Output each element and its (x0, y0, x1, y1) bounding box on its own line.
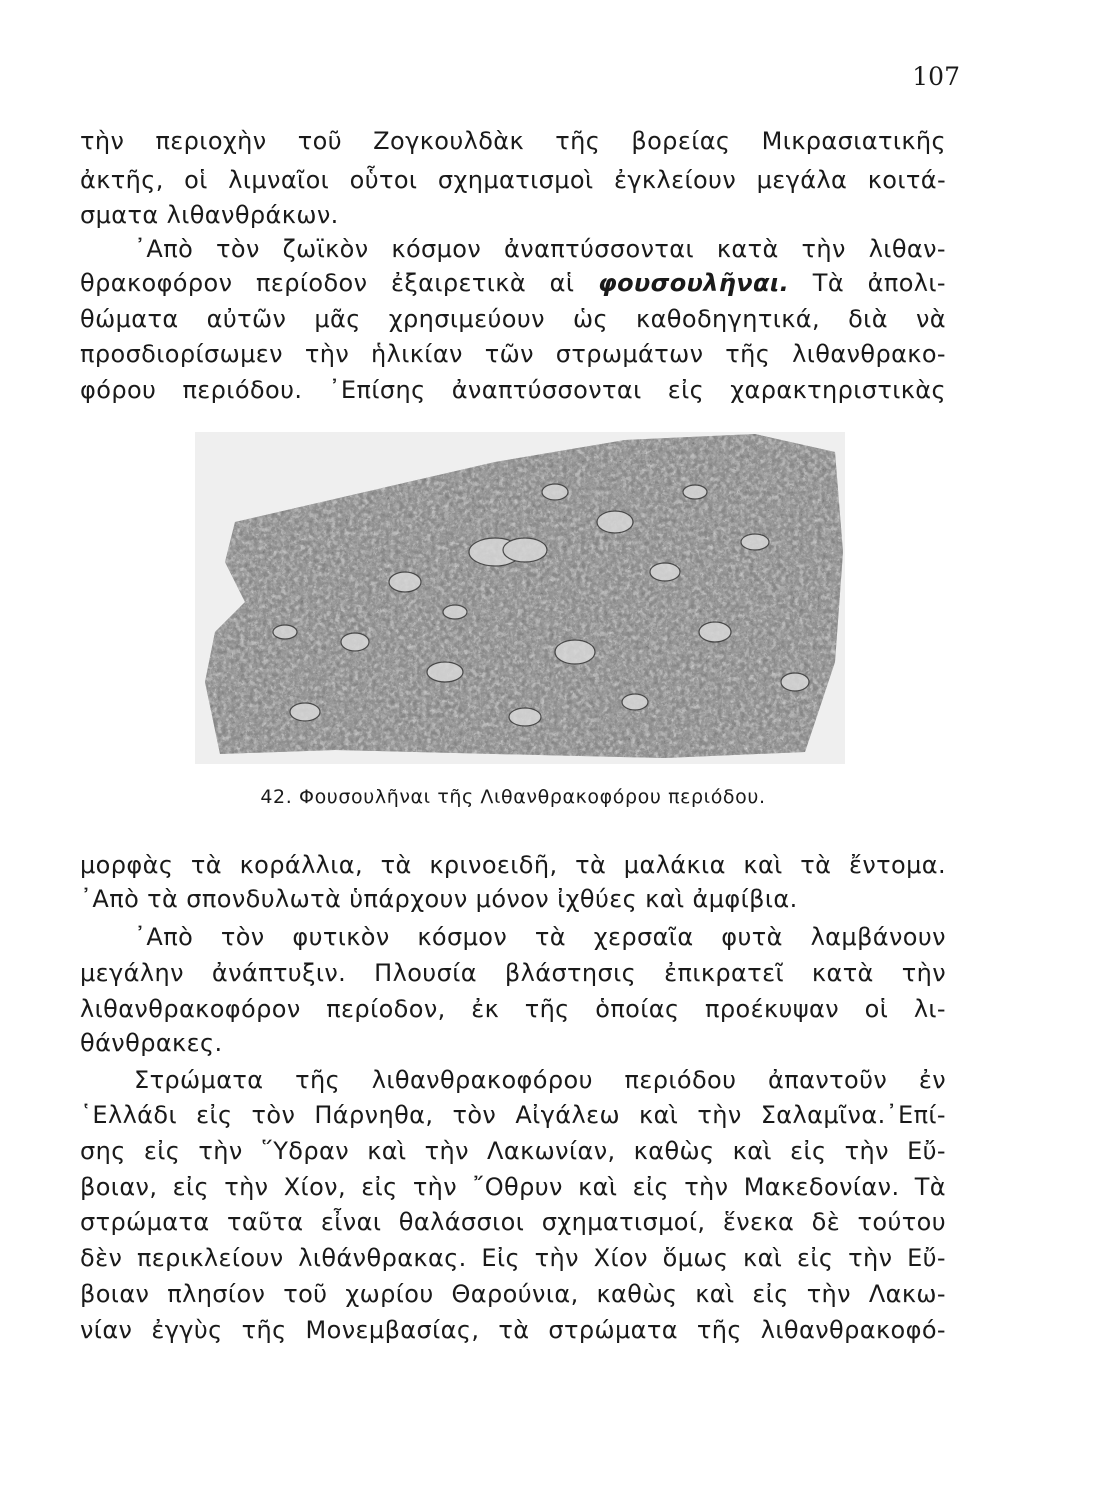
text-line: θώματα αὐτῶν μᾶς χρησιμεύουν ὡς καθοδηγητικά, διὰ νὰ (80, 305, 946, 333)
fossil-photo (195, 432, 845, 764)
text-line: προσδιορίσωμεν τὴν ἡλικίαν τῶν στρωμάτων τῆς λιθανθρακο- (80, 340, 946, 368)
text-line: ᾿Απὸ τὰ σπονδυλωτὰ ὑπάρχουν μόνον ἰχθύες καὶ ἀμφίβια. (80, 885, 798, 913)
text-line: βοιαν, εἰς τὴν Χίον, εἰς τὴν ῎Οθρυν καὶ εἰς τὴν Μακεδονίαν. Τὰ (80, 1173, 946, 1201)
text-line: δὲν περικλείουν λιθάνθρακας. Εἰς τὴν Χίον ὅμως καὶ εἰς τὴν Εὔ- (80, 1244, 946, 1272)
text-span: Τὰ ἀπολι- (789, 269, 946, 297)
text-span: θρακοφόρον περίοδον ἐξαιρετικὰ αἱ (80, 269, 598, 297)
text-line (80, 266, 946, 300)
text-line: φόρου περιόδου. ᾿Επίσης ἀναπτύσσονται εἰς χαρακτηριστικὰς (80, 376, 946, 404)
text-line: Στρώματα τῆς λιθανθρακοφόρου περιόδου ἀπαντοῦν ἐν (134, 1066, 946, 1094)
text-line: βοιαν πλησίον τοῦ χωρίου Θαρούνια, καθὼς καὶ εἰς τὴν Λακω- (80, 1280, 946, 1308)
text-line: ῾Ελλάδι εἰς τὸν Πάρνηθα, τὸν Αἰγάλεω καὶ τὴν Σαλαμῖνα.᾿Επί- (80, 1101, 946, 1129)
fusulinids-term: φουσουλῆναι. (597, 269, 790, 297)
text-line: σης εἰς τὴν ῞Υδραν καὶ τὴν Λακωνίαν, καθὼς καὶ εἰς τὴν Εὔ- (80, 1137, 946, 1165)
text-line: τὴν περιοχὴν τοῦ Ζογκουλδὰκ τῆς βορείας Μικρασιατικῆς (80, 127, 946, 155)
text-line: ἀκτῆς, οἱ λιμναῖοι οὗτοι σχηματισμοὶ ἐγκλείουν μεγάλα κοιτά- (80, 166, 946, 194)
text-line: λιθανθρακοφόρον περίοδον, ἐκ τῆς ὁποίας προέκυψαν οἱ λι- (80, 995, 946, 1023)
page-number: 107 (912, 62, 960, 91)
text-line: σματα λιθανθράκων. (80, 201, 339, 229)
text-line: μεγάλην ἀνάπτυξιν. Πλουσία βλάστησις ἐπικρατεῖ κατὰ τὴν (80, 959, 946, 987)
text-line: ᾿Απὸ τὸν φυτικὸν κόσμον τὰ χερσαῖα φυτὰ λαμβάνουν (134, 923, 946, 951)
text-line: στρώματα ταῦτα εἶναι θαλάσσιοι σχηματισμοί, ἕνεκα δὲ τούτου (80, 1208, 946, 1236)
text-line: θάνθρακες. (80, 1029, 223, 1057)
text-line: μορφὰς τὰ κοράλλια, τὰ κρινοειδῆ, τὰ μαλάκια καὶ τὰ ἔντομα. (80, 851, 946, 879)
figure-caption: 42. Φουσουλῆναι τῆς Λιθανθρακοφόρου περιόδου. (260, 786, 766, 808)
text-line: νίαν ἐγγὺς τῆς Μονεμβασίας, τὰ στρώματα τῆς λιθανθρακοφό- (80, 1316, 946, 1344)
text-line: ᾿Απὸ τὸν ζωϊκὸν κόσμον ἀναπτύσσονται κατὰ τὴν λιθαν- (134, 235, 946, 263)
